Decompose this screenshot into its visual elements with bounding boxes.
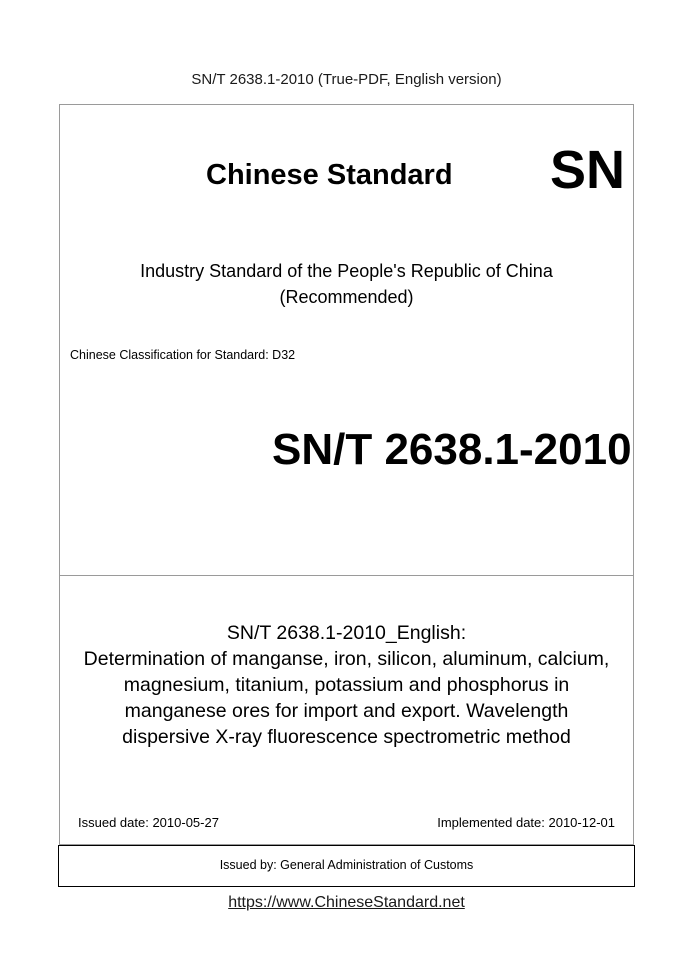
website-link[interactable]: https://www.ChineseStandard.net	[228, 894, 465, 911]
industry-line: Industry Standard of the People's Republic of China	[140, 261, 553, 281]
implemented-date: Implemented date: 2010-12-01	[437, 815, 615, 830]
document-title-line: SN/T 2638.1-2010_English:	[226, 622, 467, 644]
standard-mark: SN	[550, 140, 626, 200]
standard-code: SN/T 2638.1-2010	[272, 425, 632, 474]
document-title-line: Determination of manganse, iron, silicon, aluminum, calcium,	[83, 648, 610, 670]
industry-line-recommended: (Recommended)	[279, 287, 414, 307]
document-title	[59, 620, 634, 750]
industry-statement	[59, 258, 634, 310]
cover-divider	[59, 575, 634, 576]
document-title-line: manganese ores for import and export. Wavelength	[124, 700, 569, 722]
document-title-line: dispersive X-ray fluorescence spectrometric method	[122, 726, 571, 748]
issuer-box: Issued by: General Administration of Customs	[58, 845, 635, 887]
document-title-line: magnesium, titanium, potassium and phosphorus in	[123, 674, 570, 696]
issued-date: Issued date: 2010-05-27	[78, 815, 219, 830]
cover-title: Chinese Standard	[206, 159, 453, 191]
page-header: SN/T 2638.1-2010 (True-PDF, English version)	[191, 71, 502, 88]
classification-label: Chinese Classification for Standard: D32	[70, 348, 296, 362]
